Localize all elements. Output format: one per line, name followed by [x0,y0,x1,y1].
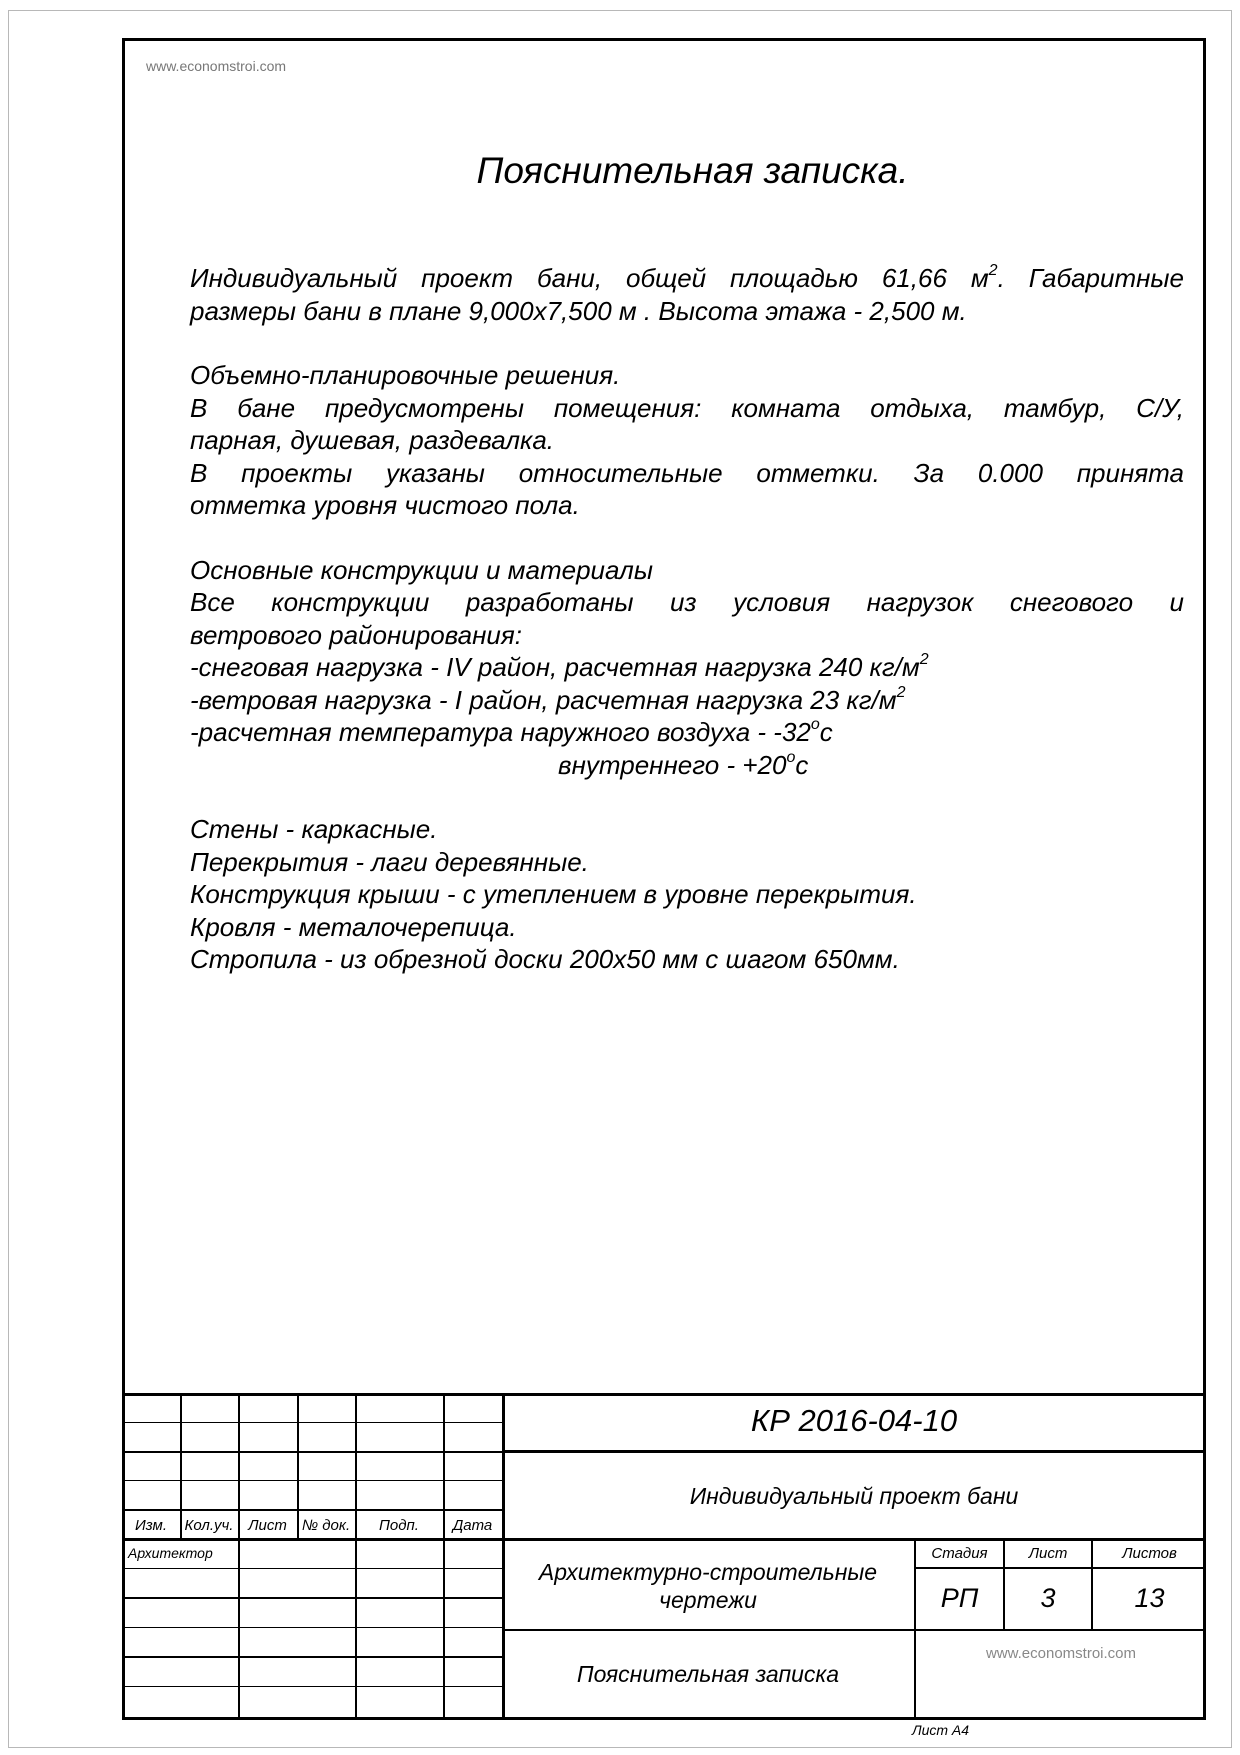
title-block [122,1393,1206,1720]
document-body [190,262,1184,976]
col-header-change: Изм. [135,1517,167,1534]
document-code: КР 2016-04-10 [750,1403,958,1438]
walls-line: Стены - каркасные. [190,814,438,844]
col-header-doc-number: № док. [301,1517,351,1534]
col-header-count: Кол.уч. [184,1517,234,1534]
section-line-1: Архитектурно-строительные [538,1559,878,1585]
constructions-heading: Основные конструкции и материалы [190,554,653,585]
stage-label: Стадия [931,1545,988,1562]
snow-load: -снеговая нагрузка - IV район, расчетная нагрузка 240 $кг/м^2$ [190,651,929,682]
planning-line-1: В бане предусмотрены помещения: комната отдыха, тамбур, С/У, [190,392,1184,423]
planning-line-4: отметка уровня чистого пола. [190,490,580,520]
planning-line-3: В проекты указаны относительные отметки. За 0.000 принята [190,457,1184,488]
section-line-2: чертежи [659,1587,757,1613]
project-name: Индивидуальный проект бани [689,1483,1019,1509]
format-label: Лист А4 [912,1722,970,1738]
col-header-signature: Подп. [379,1517,419,1534]
planning-heading: Объемно-планировочные решения. [190,360,621,390]
page-title [0,150,1240,192]
watermark-top: www.economstroi.com [146,58,287,74]
outdoor-temperature: -расчетная температура наружного воздуха - $-32^ос$ [190,716,833,747]
title-text: Пояснительная записка. [476,150,909,191]
col-header-sheet: Лист [248,1517,287,1534]
intro-line-1: Индивидуальный проект бани, общей площадью 61,66 $м^2$. Габаритные [190,262,1185,293]
title-block-watermark: www.economstroi.com [985,1645,1137,1662]
intro-line-2: размеры бани в плане 9,000х7,500 м . Высота этажа - 2,500 м. [190,295,967,326]
document-name: Пояснительная записка [576,1661,840,1687]
stage-value: РП [940,1583,979,1613]
indoor-temperature: внутреннего - $+20^ос$ [558,748,809,780]
floors-line: Перекрытия - лаги деревянные. [190,846,589,877]
wind-load: -ветровая нагрузка - I район, расчетная нагрузка 23 $кг/м^2$ [190,683,906,715]
role-architect: Архитектор [128,1545,213,1561]
loads-line-1: Все конструкции разработаны из условия нагрузок снегового и [190,587,1184,617]
roofing-line: Кровля - металочерепица. [190,911,517,942]
planning-line-2: парная, душевая, раздевалка. [190,425,555,455]
sheets-label: Листов [1122,1545,1177,1562]
roof-structure-line: Конструкция крыши - с утеплением в уровне перекрытия. [190,879,917,909]
sheets-value: 13 [1134,1583,1165,1613]
sheet-value: 3 [1040,1583,1056,1613]
rafters-line: Стропила - из обрезной доски 200х50 мм с шагом 650мм. [190,944,900,974]
sheet-label: Лист [1028,1545,1068,1562]
col-header-date: Дата [452,1517,493,1534]
loads-line-2: ветрового районирования: [190,619,522,650]
